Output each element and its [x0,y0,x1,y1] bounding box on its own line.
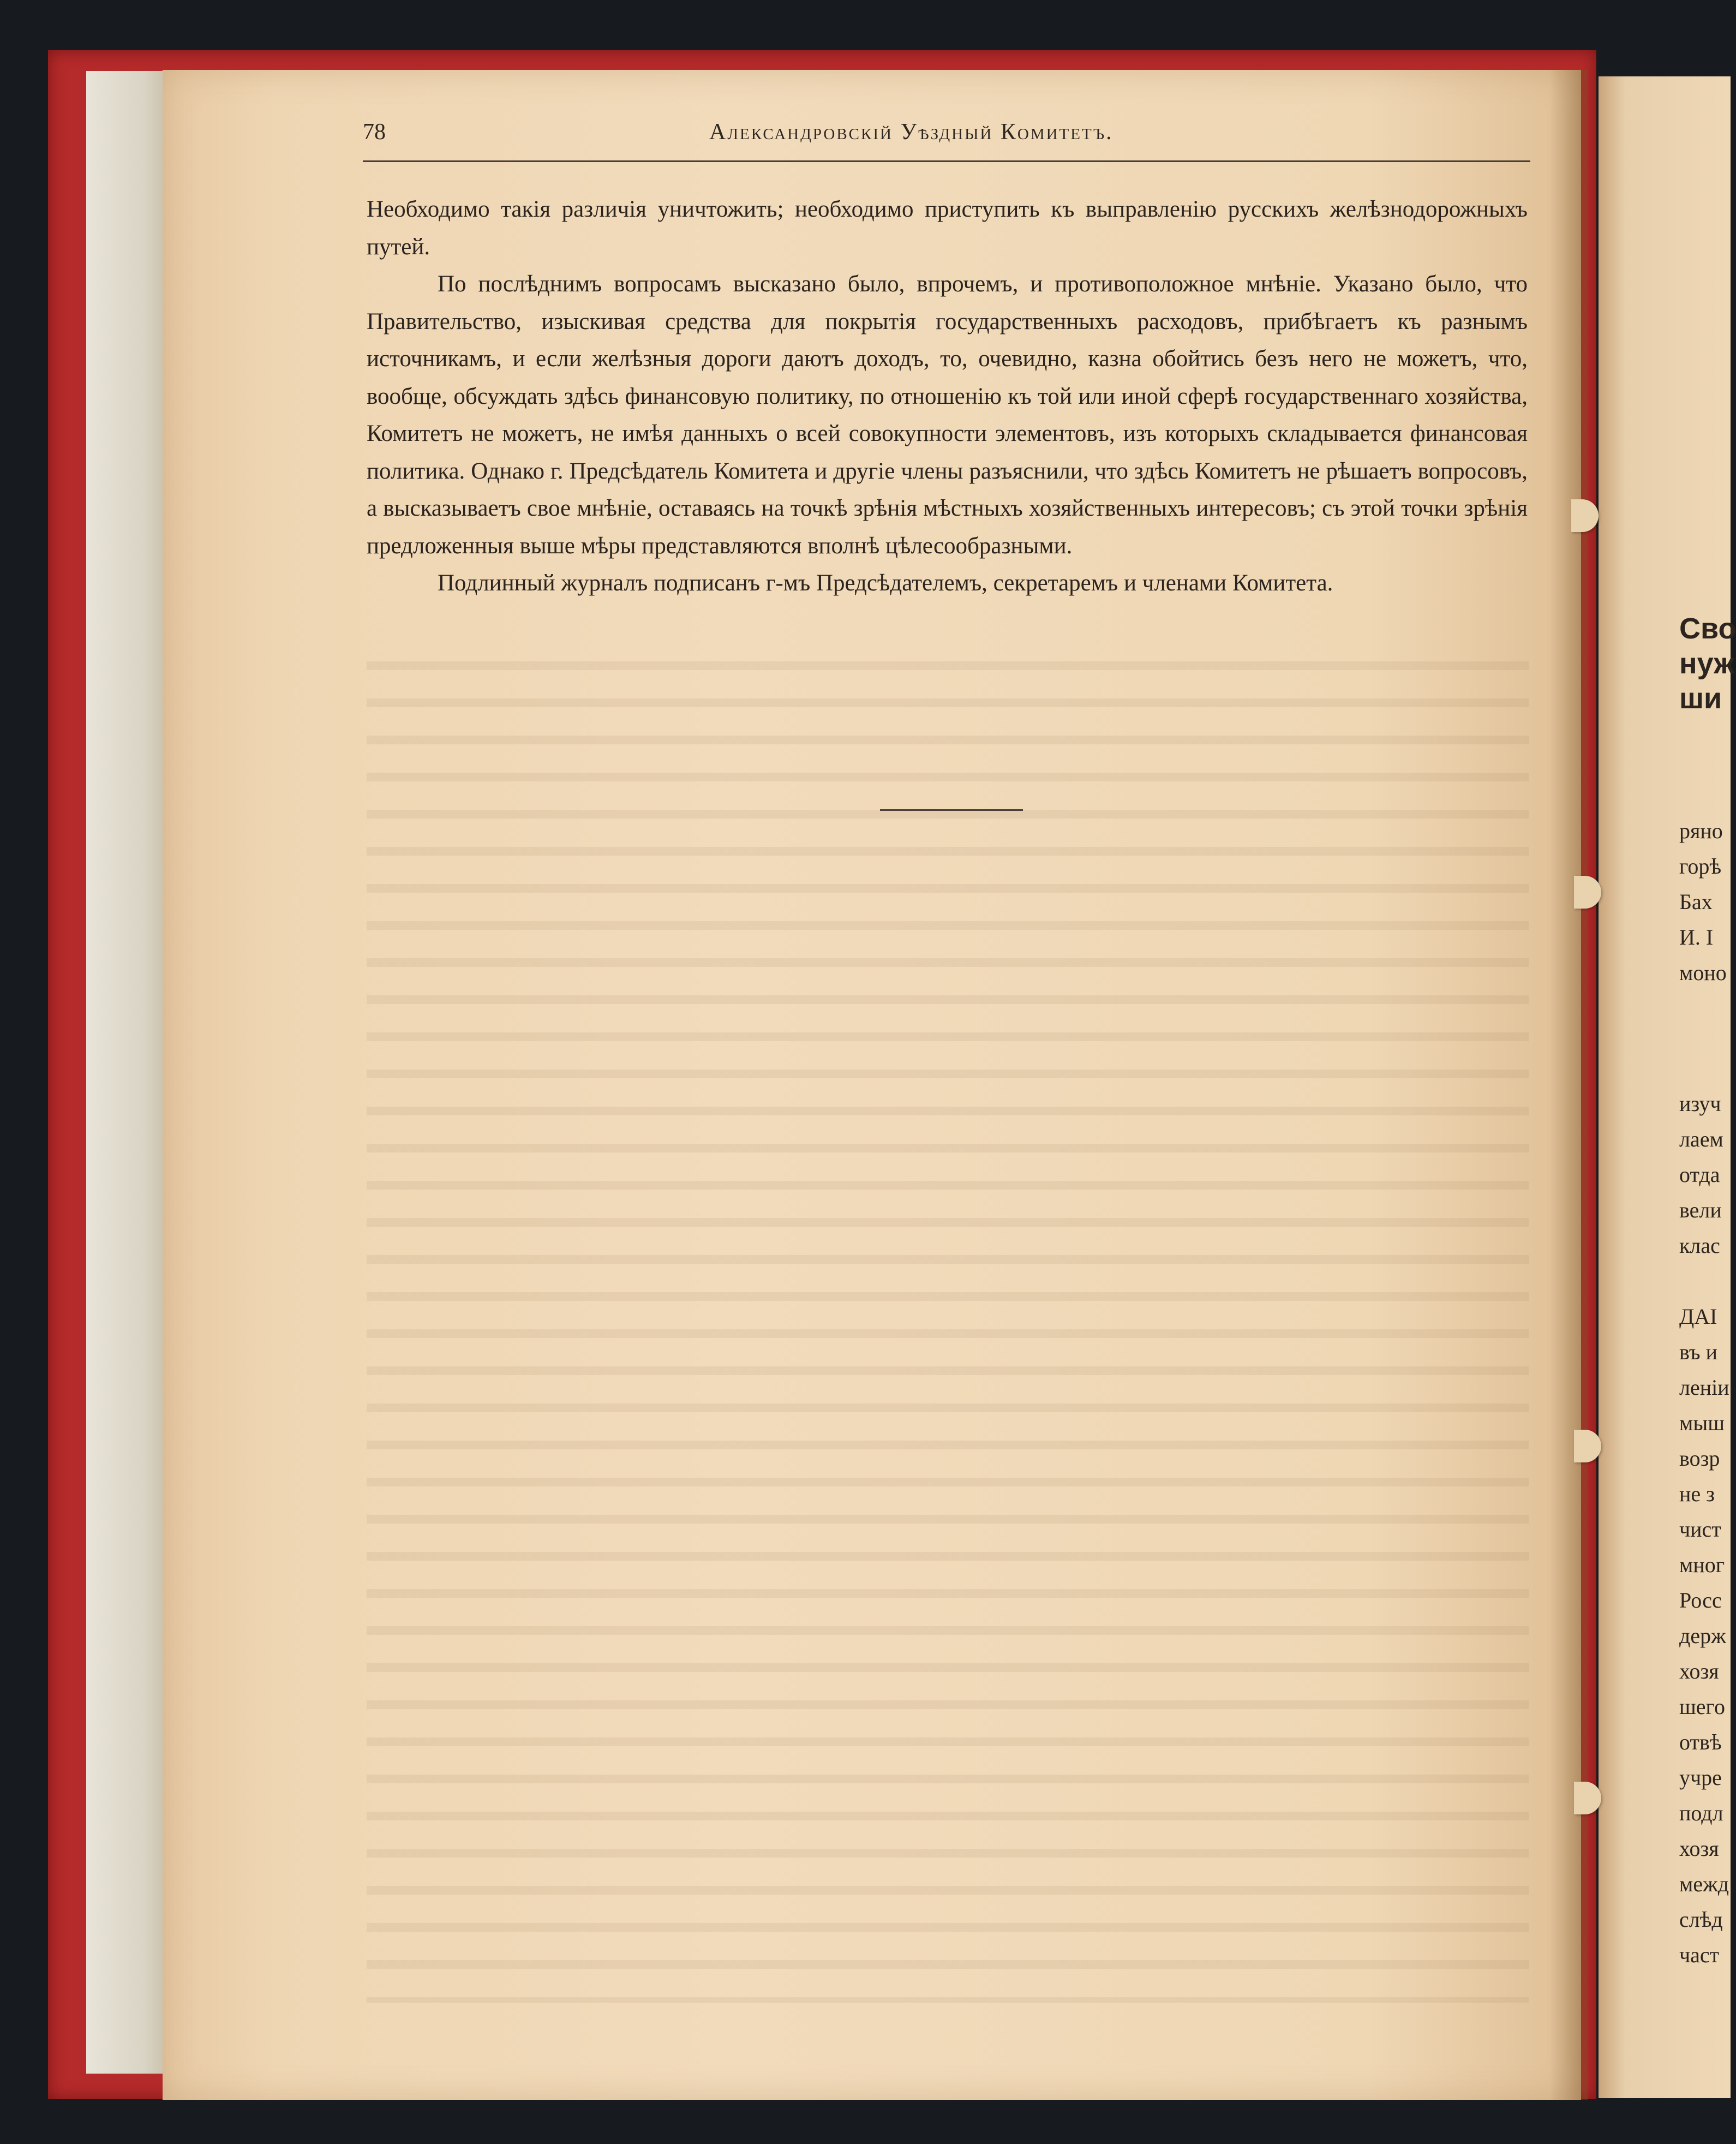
text-line: шего [1679,1694,1725,1719]
text-line: леніи [1679,1375,1729,1400]
endpaper [86,71,169,2074]
text-line: Росс [1679,1588,1722,1613]
heading-line: ши [1679,682,1722,715]
bleed-through-texture [367,638,1529,2003]
text-line: Бах [1679,889,1713,914]
page-number: 78 [363,120,386,145]
text-line: возр [1679,1446,1720,1471]
next-page-heading [1679,611,1736,716]
header-rule [363,160,1530,162]
text-line: лаем [1679,1127,1723,1151]
text-line: клас [1679,1233,1720,1258]
text-line: вели [1679,1198,1722,1222]
text-line: изуч [1679,1091,1721,1116]
page-tab [1574,876,1601,909]
text-line: слѣд [1679,1907,1723,1932]
text-line: чист [1679,1517,1721,1542]
page-tab [1574,1430,1601,1462]
text-line: въ и [1679,1340,1717,1364]
text-line: ДАІ [1679,1304,1717,1329]
text-line: мног [1679,1552,1725,1577]
text-line: отвѣ [1679,1730,1722,1754]
body-text [367,191,1528,602]
text-line: учре [1679,1765,1722,1790]
paragraph: Подлинный журналъ подписанъ г-мъ Предсѣдателемъ, секретаремъ и членами Комитета. [438,570,1333,596]
text-line: моно [1679,960,1727,985]
text-line: хозя [1679,1836,1719,1861]
running-title: Александровскій Уѣздный Комитетъ. [709,120,1114,145]
text-line: И. I [1679,925,1714,949]
text-line: подл [1679,1801,1723,1825]
paragraph: Необходимо такія различія уничтожить; необходимо приступить къ выправленію русскихъ желѣзнодорожныхъ путей. [367,196,1528,260]
section-end-rule [880,809,1023,811]
paragraph: По послѣднимъ вопросамъ высказано было, впрочемъ, и противоположное мнѣніе. Указано было, что Правительство, изыскивая средства для покрытія государственныхъ расходовъ, прибѣгаетъ къ разнымъ источникамъ, и если желѣзныя дороги даютъ доходъ, то, очевидно, казна обойтись безъ него не можетъ, что, вообще, обсуждать здѣсь финансовую политику, по отношенію къ той или иной сферѣ государственнаго хозяйства, Комитетъ не можетъ, не имѣя данныхъ о всей совокупности элементовъ, изъ которыхъ складывается финансовая политика. Однако г. Предсѣдатель Комитета и другіе члены разъяснили, что здѣсь Комитетъ не рѣшаетъ вопросовъ, а высказываетъ свое мнѣніе, оставаясь на точкѣ зрѣнія мѣстныхъ хозяйственныхъ интересовъ; съ этой точки зрѣнія предложенныя выше мѣры представляются вполнѣ цѣлесообразными. [367,271,1528,559]
text-line: хозя [1679,1659,1719,1683]
heading-line: Сво [1679,612,1736,645]
next-page-block [1679,1086,1731,1263]
text-line: ряно [1679,819,1723,843]
next-page-block [1679,1299,1731,1973]
text-line: отда [1679,1162,1720,1187]
heading-line: нуж [1679,647,1735,680]
text-line: держ [1679,1623,1726,1648]
page-tab [1574,1782,1601,1814]
text-line: част [1679,1943,1720,1967]
text-line: не з [1679,1482,1715,1506]
text-line: горѣ [1679,854,1722,879]
text-line: мыш [1679,1411,1725,1435]
text-line: межд [1679,1872,1729,1896]
running-head [363,119,1530,152]
next-page-block [1679,813,1731,990]
